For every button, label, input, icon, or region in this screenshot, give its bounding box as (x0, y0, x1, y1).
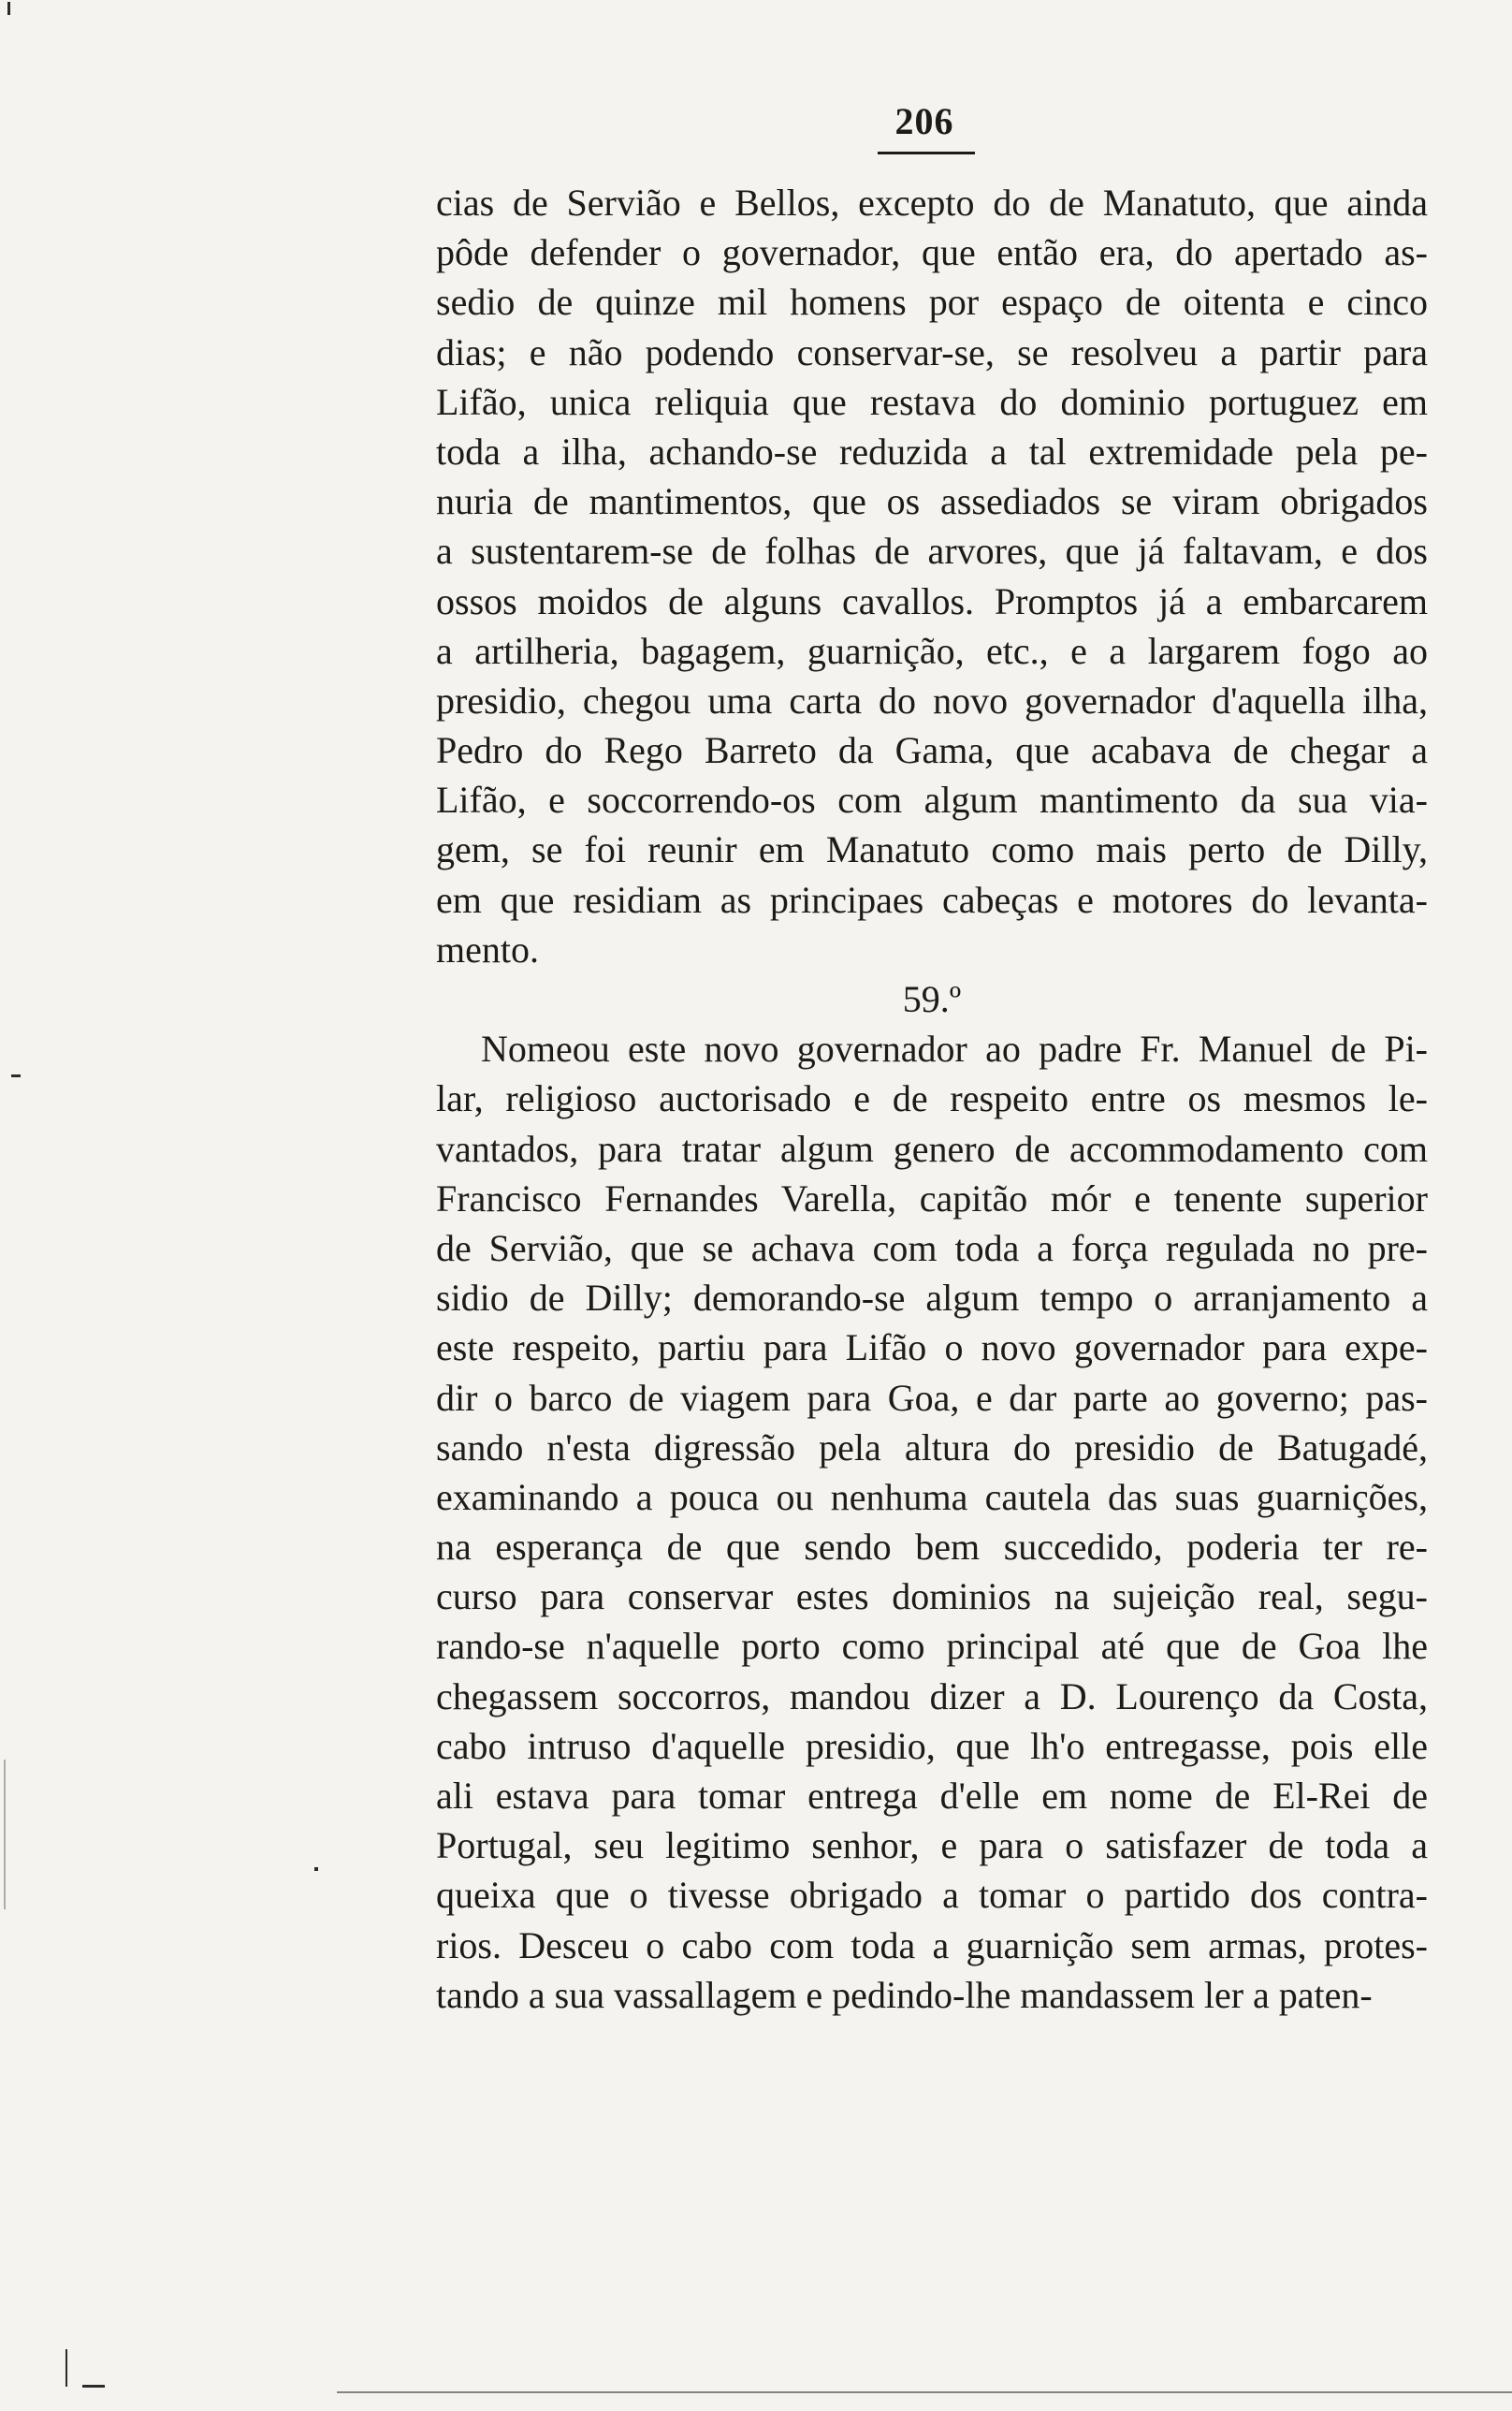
text-line: sando n'esta digressão pela altura do presidio de Batugadé, (436, 1425, 1428, 1469)
text-line: tando a sua vassallagem e pedindo-lhe mandassem ler a paten- (436, 1973, 1373, 2016)
scan-mark (4, 1760, 6, 1909)
scan-mark (7, 2, 10, 15)
text-line: presidio, chegou uma carta do novo governador d'aquella ilha, (436, 679, 1428, 722)
text-line: cabo intruso d'aquelle presidio, que lh'o entregasse, pois elle (436, 1724, 1428, 1767)
text-line: na esperança de que sendo bem succedido, poderia ter re- (436, 1526, 1428, 1569)
text-line: Lifão, unica reliquia que restava do dominio portuguez em (436, 380, 1428, 423)
text-line: ossos moidos de alguns cavallos. Promptos já a embarcarem (436, 579, 1428, 622)
page-number: 206 (894, 100, 954, 142)
page-number-underline (878, 152, 975, 154)
text-line: queixa que o tivesse obrigado a tomar o partido dos contra- (436, 1874, 1428, 1917)
text-line: rios. Desceu o cabo com toda a guarnição sem armas, protes- (436, 1923, 1428, 1966)
text-line: chegassem soccorros, mandou dizer a D. Lourenço da Costa, (436, 1674, 1428, 1717)
text-line: cias de Servião e Bellos, excepto do de Manatuto, que ainda (436, 182, 1428, 224)
scan-mark (314, 1867, 318, 1871)
text-line: de Servião, que se achava com toda a força regulada no pre- (436, 1226, 1428, 1269)
text-line: rando-se n'aquelle porto como principal até que de Goa lhe (436, 1625, 1428, 1668)
text-line: a sustentarem-se de folhas de arvores, que já faltavam, e dos (436, 530, 1428, 573)
text-line: Francisco Fernandes Varella, capitão mór e tenente superior (436, 1176, 1428, 1220)
text-line: lar, religioso auctorisado e de respeito entre os mesmos le- (436, 1077, 1428, 1120)
text-line: Pedro do Rego Barreto da Gama, que acabava de chegar a (436, 729, 1428, 772)
text-line: este respeito, partiu para Lifão o novo governador para expe- (436, 1326, 1428, 1369)
section-number: 59.º (902, 978, 962, 1020)
scan-mark (11, 1074, 21, 1077)
text-line: Nomeou este novo governador ao padre Fr. Manuel de Pi- (481, 1028, 1428, 1071)
text-line: Portugal, seu legitimo senhor, e para o satisfazer de toda a (436, 1824, 1428, 1867)
text-line: sedio de quinze mil homens por espaço de oitenta e cinco (436, 281, 1428, 324)
scan-edge-line (337, 2391, 1512, 2393)
text-line: gem, se foi reunir em Manatuto como mais perto de Dilly, (436, 828, 1428, 871)
text-line: curso para conservar estes dominios na sujeição real, segu- (436, 1575, 1428, 1618)
scan-mark (65, 2349, 67, 2387)
text-line: em que residiam as principaes cabeças e motores do levanta- (436, 878, 1428, 921)
text-line: Lifão, e soccorrendo-os com algum mantimento da sua via- (436, 779, 1428, 822)
text-line: pôde defender o governador, que então era, do apertado as- (436, 231, 1428, 274)
paragraph-before-section (436, 178, 1428, 974)
paragraph-section-59 (436, 1024, 1428, 2020)
text-line: examinando a pouca ou nenhuma cautela das suas guarnições, (436, 1475, 1428, 1518)
text-line: sidio de Dilly; demorando-se algum tempo o arranjamento a (436, 1277, 1428, 1320)
text-line: mento. (436, 928, 539, 971)
text-line: vantados, para tratar algum genero de accommodamento com (436, 1127, 1428, 1170)
text-line: nuria de mantimentos, que os assediados se viram obrigados (436, 480, 1428, 523)
body-text (436, 178, 1428, 2020)
text-line: toda a ilha, achando-se reduzida a tal extremidade pela pe- (436, 430, 1428, 473)
text-line: a artilheria, bagagem, guarnição, etc., e a largarem fogo ao (436, 629, 1428, 672)
text-line: dias; e não podendo conservar-se, se resolveu a partir para (436, 330, 1428, 373)
text-line: ali estava para tomar entrega d'elle em nome de El-Rei de (436, 1775, 1428, 1817)
scan-mark (82, 2385, 105, 2388)
text-line: dir o barco de viagem para Goa, e dar parte ao governo; pas- (436, 1376, 1428, 1419)
